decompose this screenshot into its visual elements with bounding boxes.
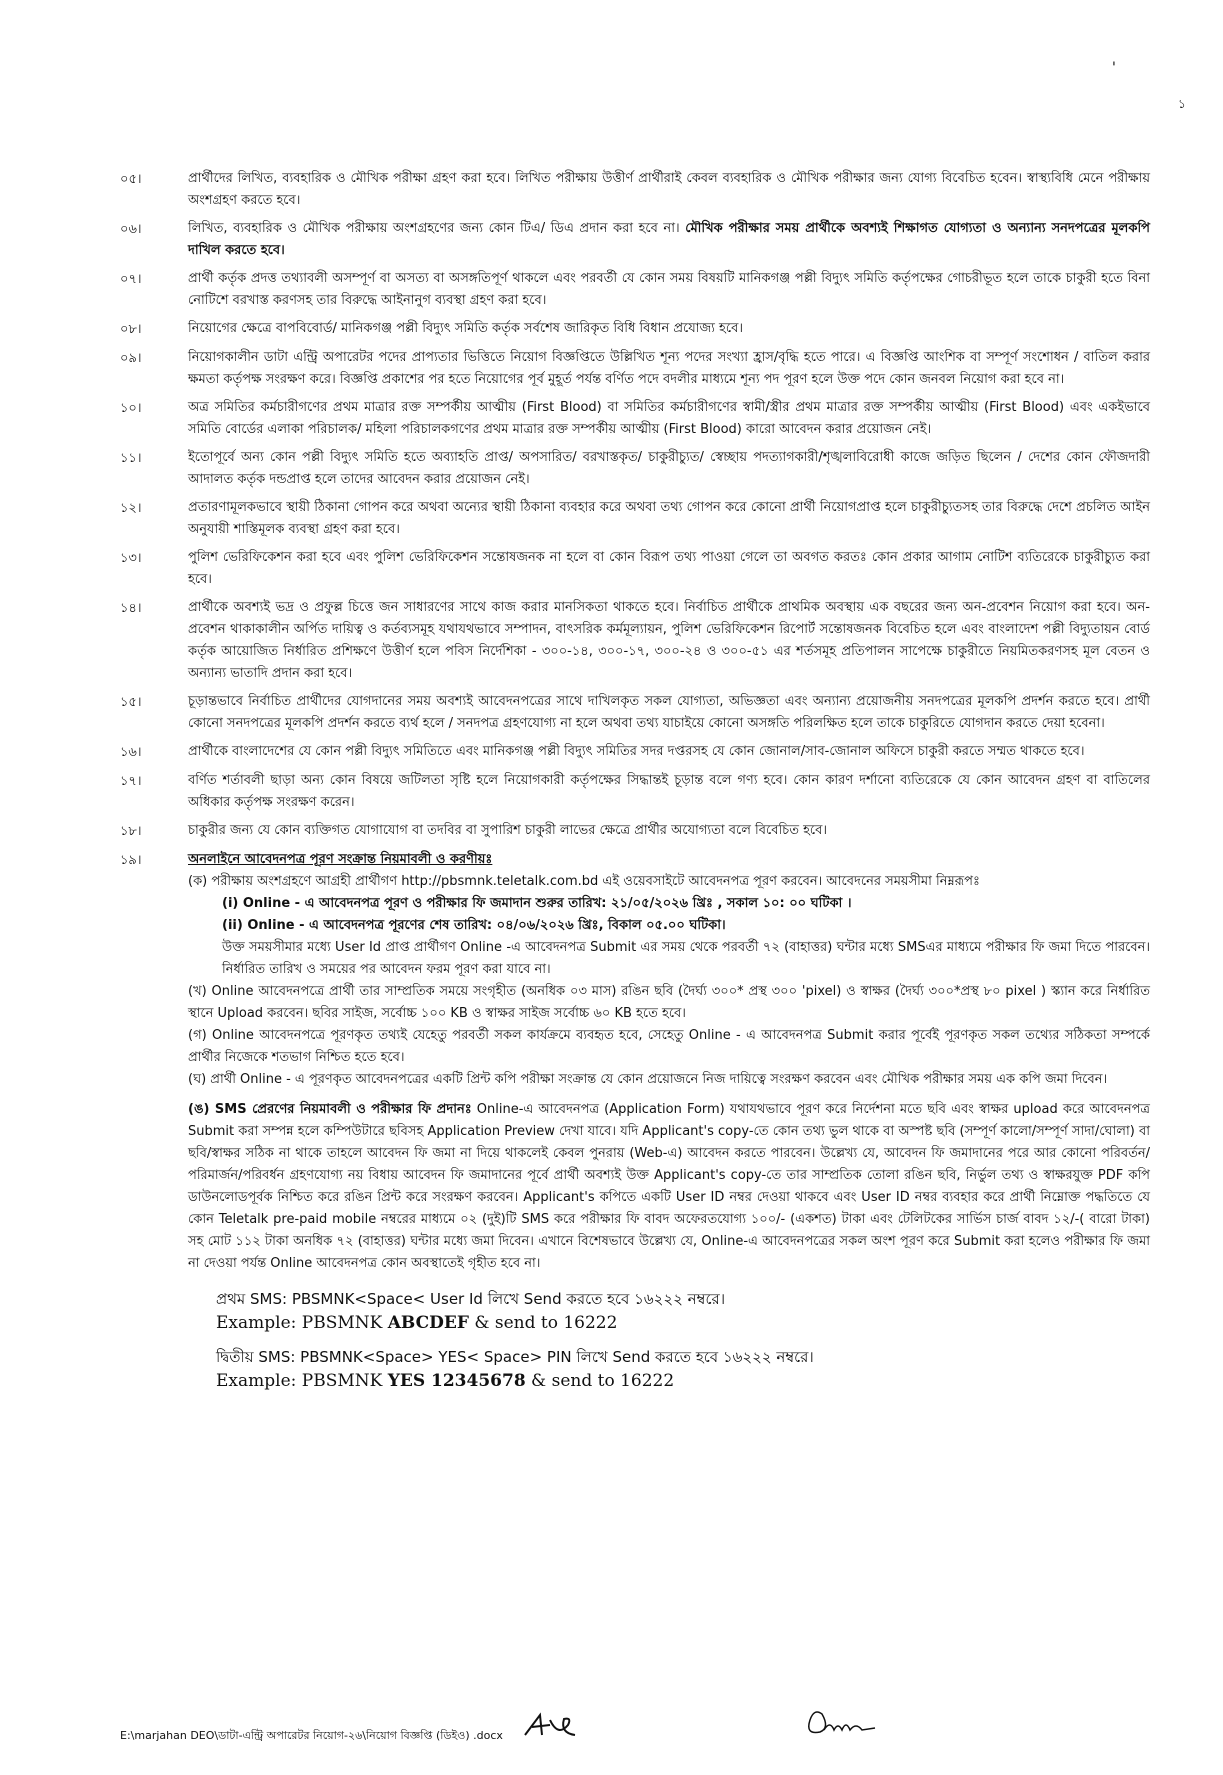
list-item bbox=[120, 741, 1150, 764]
item-number: ১৭। bbox=[120, 774, 142, 789]
sms-first-line: প্রথম SMS: PBSMNK<Space< User Id লিখে Send করতে হবে ১৬২২২ নম্বরে। bbox=[216, 1290, 726, 1308]
clause-uo-text: Online-এ আবেদনপত্র (Application Form) যথাযথভাবে পূরণ করে নির্দেশনা মতে ছবি এবং স্বাক্ষর upload করে আবেদনপত্র Submit করা সম্পন্ন হলে কম্পিউটারে ছবিসহ Application Preview দেখা যাবে। যদি Applicant's copy-তে কোন তথ্য ভুল থাকে বা অস্পষ্ট ছবি (সম্পূর্ণ কালো/সম্পূর্ণ সাদা/ঘোলা) বা ছবি/স্বাক্ষর সঠিক না থাকে তাহলে আবেদন ফি জমা না দিয়ে থাকলেই কেবল পুনরায় (Web-এ) আবেদন করতে পারবেন। উল্লেখ্য যে, আবেদন ফি জমাদানের পরে আর কোনো পরিবর্তন/পরিমার্জন/পরিবর্ধন গ্রহণযোগ্য নয় বিধায় আবেদন ফি জমাদানের পূর্বে প্রার্থী অবশ্যই উক্ত Applicant's copy-তে তার সাম্প্রতিক তোলা রঙিন ছবি, নির্ভুল তথ্য ও স্বাক্ষরযুক্ত PDF কপি ডাউনলোডপূর্বক নিশ্চিত করে রঙিন প্রিন্ট করে সংরক্ষণ করবেন। Applicant's কপিতে একটি User ID নম্বর দেওয়া থাকবে এবং User ID নম্বর ব্যবহার করে প্রার্থী নিম্নোক্ত পদ্ধতিতে যে কোন Teletalk pre-paid mobile নম্বরের মাধ্যমে ০২ (দুই)টি SMS করে পরীক্ষার ফি বাবদ অফেরতযোগ্য ১০০/- (একশত) টাকা এবং টেলিটকের সার্ভিস চার্জ বাবদ ১২/-( বারো টাকা) সহ মোট ১১২ টাকা অনধিক ৭২ (বাহাত্তর) ঘন্টার মধ্যে জমা দিবেন। এখানে বিশেষভাবে উল্লেখ্য যে, Online-এ আবেদনপত্রের সকল অংশ পূরণ করে Submit করা হলেও পরীক্ষার ফি জমা না দেওয়া পর্যন্ত Online আবেদনপত্র কোন অবস্থাতেই গৃহীত হবে না। bbox=[188, 1102, 1150, 1271]
section-heading: অনলাইনে আবেদনপত্র পূরণ সংক্রান্ত নিয়মাবলী ও করণীয়ঃ bbox=[188, 852, 493, 867]
example-code: YES 12345678 bbox=[387, 1371, 526, 1391]
item-number: ০৫। bbox=[120, 172, 142, 187]
list-item bbox=[120, 447, 1150, 491]
item-text-normal: লিখিত, ব্যবহারিক ও মৌখিক পরীক্ষায় অংশগ্রহণের জন্য কোন টিএ/ ডিএ প্রদান করা হবে না। bbox=[188, 221, 680, 236]
list-item bbox=[120, 268, 1150, 312]
clause-uo-title: (ঙ) SMS প্রেরণের নিয়মাবলী ও পরীক্ষার ফি প্রদানঃ bbox=[188, 1102, 472, 1117]
clause-kha: (খ) Online আবেদনপত্রে প্রার্থী তার সাম্প্রতিক সময়ে সংগৃহীত (অনধিক ০৩ মাস) রঙিন ছবি (দৈর্ঘ্য ৩০০* প্রস্থ ৩০০ 'pixel) ও স্বাক্ষর (দৈর্ঘ্য ৩০০*প্রস্থ ৮০ pixel ) স্ক্যান করে নির্ধারিত স্থানে Upload করবেন। ছবির সাইজ, সর্বোচ্চ ১০০ KB ও স্বাক্ষর সাইজ সর্বোচ্চ ৬০ KB হতে হবে। bbox=[188, 984, 1150, 1021]
item-text: প্রার্থীদের লিখিত, ব্যবহারিক ও মৌখিক পরীক্ষা গ্রহণ করা হবে। লিখিত পরীক্ষায় উত্তীর্ণ প্রার্থীরাই কেবল ব্যবহারিক ও মৌখিক পরীক্ষার জন্য যোগ্য বিবেচিত হবেন। স্বাস্থ্যবিধি মেনে পরীক্ষায় অংশগ্রহণ করতে হবে। bbox=[188, 171, 1150, 208]
clause-gha: (ঘ) প্রার্থী Online - এ পূরণকৃত আবেদনপত্রের একটি প্রিন্ট কপি পরীক্ষা সংক্রান্ত যে কোন প্রয়োজনে নিজ দায়িত্বে সংরক্ষণ করবেন এবং মৌখিক পরীক্ষার সময় এক কপি জমা দিবেন। bbox=[188, 1072, 1108, 1087]
list-item bbox=[120, 770, 1150, 814]
page-number: ১ bbox=[1178, 97, 1186, 111]
list-item bbox=[120, 397, 1150, 441]
item-number: ১৫। bbox=[120, 695, 142, 710]
list-item bbox=[120, 820, 1150, 843]
list-item-online bbox=[120, 849, 1150, 1275]
signature bbox=[800, 1700, 880, 1745]
item-text bbox=[188, 218, 1150, 262]
clause-uo bbox=[188, 1099, 1150, 1275]
item-text: প্রার্থীকে অবশ্যই ভদ্র ও প্রফুল্ল চিত্তে জন সাধারণের সাথে কাজ করার মানসিকতা থাকতে হবে। নির্বাচিত প্রার্থীকে প্রাথমিক অবস্থায় এক বছরের জন্য অন-প্রবেশন নিয়োগ করা হবে। অন-প্রবেশন থাকাকালীন অর্পিত দায়িত্ব ও কর্তব্যসমূহ যথাযথভাবে সম্পাদন, বাৎসরিক কর্মমূল্যায়ন, পুলিশ ভেরিফিকেশন রিপোর্ট সন্তোষজনক বিবেচিত হলে এবং বাংলাদেশ পল্লী বিদ্যুতায়ন বোর্ড কর্তৃক আয়োজিত নির্ধারিত প্রশিক্ষণে উত্তীর্ণ হলে পবিস নির্দেশিকা - ৩০০-১৪, ৩০০-১৭, ৩০০-২৪ ও ৩০০-৫১ এর শর্তসমূহ প্রতিপালন সাপেক্ষে চাকুরীতে নিয়মিতকরণসহ মূল বেতন ও অন্যান্য ভাতাদি প্রদান করা হবে। bbox=[188, 600, 1150, 681]
conditions-list bbox=[120, 168, 1150, 1393]
item-text: চাকুরীর জন্য যে কোন ব্যক্তিগত যোগাযোগ বা তদবির বা সুপারিশ চাকুরী লাভের ক্ষেত্রে প্রার্থীর অযোগ্যতা বলে বিবেচিত হবে। bbox=[188, 823, 828, 838]
corner-mark: ' bbox=[1112, 60, 1116, 76]
sms-second-example bbox=[216, 1369, 1150, 1393]
example-prefix: Example: PBSMNK bbox=[216, 1313, 388, 1333]
list-item bbox=[120, 497, 1150, 541]
item-text: প্রার্থীকে বাংলাদেশের যে কোন পল্লী বিদ্যুৎ সমিতিতে এবং মানিকগঞ্জ পল্লী বিদ্যুৎ সমিতির সদর দপ্তরসহ যে কোন জোনাল/সাব-জোনাল অফিসে চাকুরী করতে সম্মত থাকতে হবে। bbox=[188, 744, 1085, 759]
item-number: ০৬। bbox=[120, 222, 142, 237]
item-text: ইতোপূর্বে অন্য কোন পল্লী বিদ্যুৎ সমিতি হতে অব্যাহতি প্রাপ্ত/ অপসারিত/ বরখাস্তকৃত/ চাকুরীচ্যুত/ স্বেচ্ছায় পদত্যাগকারী/শৃঙ্খলাবিরোধী কাজে জড়িত ছিলেন / দেশের কোন ফৌজদারী আদালত কর্তৃক দন্ডপ্রাপ্ত হলে তাদের আবেদন করার প্রয়োজন নেই। bbox=[188, 450, 1150, 487]
clause-ga: (গ) Online আবেদনপত্রে পূরণকৃত তথ্যই যেহেতু পরবর্তী সকল কার্যক্রমে ব্যবহৃত হবে, সেহেতু Online - এ আবেদনপত্র Submit করার পূর্বেই পূরণকৃত সকল তথ্যের সঠিকতা সম্পর্কে প্রার্থীর নিজেকে শতভাগ নিশ্চিত হতে হবে। bbox=[188, 1028, 1150, 1065]
list-item bbox=[120, 347, 1150, 391]
item-number: ১২। bbox=[120, 501, 142, 516]
initial-signature bbox=[520, 1705, 580, 1745]
clause-ii: (ii) Online - এ আবেদনপত্র পূরণের শেষ তারিখ: ০৪/০৬/২০২৬ খ্রিঃ, বিকাল ০৫.০০ ঘটিকা। bbox=[222, 918, 726, 933]
item-number: ১৬। bbox=[120, 745, 142, 760]
clause-i: (i) Online - এ আবেদনপত্র পূরণ ও পরীক্ষার ফি জমাদান শুরুর তারিখ: ২১/০৫/২০২৬ খ্রিঃ , সকাল ১০: ০০ ঘটিকা । bbox=[222, 896, 852, 911]
example-suffix: & send to 16222 bbox=[525, 1371, 675, 1391]
list-item bbox=[120, 691, 1150, 735]
list-item bbox=[120, 168, 1150, 212]
sms-instructions bbox=[216, 1287, 1150, 1393]
item-text: প্রার্থী কর্তৃক প্রদত্ত তথ্যাবলী অসম্পূর্ণ বা অসত্য বা অসঙ্গতিপূর্ণ থাকলে এবং পরবর্তী যে কোন সময় বিষয়টি মানিকগঞ্জ পল্লী বিদ্যুৎ সমিতি কর্তৃপক্ষের গোচরীভূত হলে তাকে চাকুরী হতে বিনা নোটিশে বরখাস্ত করণসহ তার বিরুদ্ধে আইনানুগ ব্যবস্থা গ্রহণ করা হবে। bbox=[188, 271, 1150, 308]
item-text: অত্র সমিতির কর্মচারীগণের প্রথম মাত্রার রক্ত সম্পর্কীয় আত্মীয় (First Blood) বা সমিতির কর্মচারীগণের স্বামী/স্ত্রীর প্রথম মাত্রার রক্ত সম্পর্কীয় আত্মীয় (First Blood) এবং একইভাবে সমিতি বোর্ডের এলাকা পরিচালক/ মহিলা পরিচালকগণের প্রথম মাত্রার রক্ত সম্পর্কীয় আত্মীয় (First Blood) কারো আবেদন করার প্রয়োজন নেই। bbox=[188, 400, 1150, 437]
item-text: নিয়োগের ক্ষেত্রে বাপবিবোর্ড/ মানিকগঞ্জ পল্লী বিদ্যুৎ সমিতি কর্তৃক সর্বশেষ জারিকৃত বিধি বিধান প্রযোজ্য হবে। bbox=[188, 321, 743, 336]
item-number: ১৩। bbox=[120, 551, 142, 566]
item-text: বর্ণিত শর্তাবলী ছাড়া অন্য কোন বিষয়ে জটিলতা সৃষ্টি হলে নিয়োগকারী কর্তৃপক্ষের সিদ্ধান্তই চূড়ান্ত বলে গণ্য হবে। কোন কারণ দর্শানো ব্যতিরেকে যে কোন আবেদন গ্রহণ বা বাতিলের অধিকার কর্তৃপক্ষ সংরক্ষণ করেন। bbox=[188, 773, 1150, 810]
item-text: পুলিশ ভেরিফিকেশন করা হবে এবং পুলিশ ভেরিফিকেশন সন্তোষজনক না হলে বা কোন বিরূপ তথ্য পাওয়া গেলে তা অবগত করতঃ কোন প্রকার আগাম নোটিশ ব্যতিরেকে চাকুরীচ্যুত করা হবে। bbox=[188, 550, 1150, 587]
list-item bbox=[120, 597, 1150, 685]
item-number: ০৮। bbox=[120, 322, 142, 337]
item-number: ০৯। bbox=[120, 351, 142, 366]
item-text: নিয়োগকালীন ডাটা এন্ট্রি অপারেটর পদের প্রাপ্যতার ভিত্তিতে নিয়োগ বিজ্ঞপ্তিতে উল্লিখিত শূন্য পদের সংখ্যা হ্রাস/বৃদ্ধি হতে পারে। এ বিজ্ঞপ্তি আংশিক বা সম্পূর্ণ সংশোধন / বাতিল করার ক্ষমতা কর্তৃপক্ষ সংরক্ষণ করে। বিজ্ঞপ্তি প্রকাশের পর হতে নিয়োগের পূর্ব মুহূর্ত পর্যন্ত বর্ণিত পদে বদলীর মাধ্যমে শূন্য পদ পূরণ হলে উক্ত পদে কোন জনবল নিয়োগ করা হবে না। bbox=[188, 350, 1150, 387]
item-number: ১৮। bbox=[120, 824, 142, 839]
item-number: ১১। bbox=[120, 451, 142, 466]
clause-ka: (ক) পরীক্ষায় অংশগ্রহণে আগ্রহী প্রার্থীগণ http://pbsmnk.teletalk.com.bd এই ওয়েবসাইটে আবেদনপত্র পূরণ করবেন। আবেদনের সময়সীমা নিম্নরূপঃ bbox=[188, 874, 980, 889]
item-text-bold: মৌখিক পরীক্ষার সময় প্রার্থীকে অবশ্যই শিক্ষাগত যোগ্যতা ও অন্যান্য সনদপত্রের মূলকপি দাখিল করতে হবে। bbox=[188, 221, 1150, 258]
example-code: ABCDEF bbox=[387, 1313, 469, 1333]
example-suffix: & send to 16222 bbox=[468, 1313, 618, 1333]
list-item bbox=[120, 547, 1150, 591]
clause-iii: উক্ত সময়সীমার মধ্যে User Id প্রাপ্ত প্রার্থীগণ Online -এ আবেদনপত্র Submit এর সময় থেকে পরবর্তী ৭২ (বাহাত্তর) ঘন্টার মধ্যে SMSএর মাধ্যমে পরীক্ষার ফি জমা দিতে পারবেন। নির্ধারিত তারিখ ও সময়ের পর আবেদন ফরম পূরণ করা যাবে না। bbox=[222, 940, 1150, 977]
example-prefix: Example: PBSMNK bbox=[216, 1371, 388, 1391]
item-number: ১৯। bbox=[120, 853, 142, 868]
list-item bbox=[120, 318, 1150, 341]
online-section bbox=[188, 849, 1150, 1275]
item-text: প্রতারণামূলকভাবে স্থায়ী ঠিকানা গোপন করে অথবা অন্যের স্থায়ী ঠিকানা ব্যবহার করে অথবা তথ্য গোপন করে কোনো প্রার্থী নিয়োগপ্রাপ্ত হলে চাকুরীচ্যুতসহ তার বিরুদ্ধে দেশে প্রচলিত আইন অনুযায়ী শাস্তিমূলক ব্যবস্থা গ্রহণ করা হবে। bbox=[188, 500, 1150, 537]
sms-second-line: দ্বিতীয় SMS: PBSMNK<Space> YES< Space> PIN লিখে Send করতে হবে ১৬২২২ নম্বরে। bbox=[216, 1348, 814, 1366]
footer-file-path: E:\marjahan DEO\ডাটা-এন্ট্রি অপারেটর নিয়োগ-২৬\নিয়োগ বিজ্ঞপ্তি (ডিইও) .docx bbox=[120, 1729, 503, 1742]
item-number: ১৪। bbox=[120, 601, 142, 616]
sms-first-example bbox=[216, 1311, 1150, 1335]
list-item bbox=[120, 218, 1150, 262]
item-text: চূড়ান্তভাবে নির্বাচিত প্রার্থীদের যোগদানের সময় অবশ্যই আবেদনপত্রের সাথে দাখিলকৃত সকল যোগ্যতা, অভিজ্ঞতা এবং অন্যান্য প্রয়োজনীয় সনদপত্রের মূলকপি প্রদর্শন করতে হবে। প্রার্থী কোনো সনদপত্রের মূলকপি প্রদর্শন করতে ব্যর্থ হলে / সনদপত্র গ্রহণযোগ্য না হলে অথবা তথ্য যাচাইয়ে কোনো অসঙ্গতি পরিলক্ষিত হলে তাকে চাকুরিতে যোগদান করতে দেয়া হবেনা। bbox=[188, 694, 1150, 731]
item-number: ১০। bbox=[120, 401, 142, 416]
item-number: ০৭। bbox=[120, 272, 142, 287]
